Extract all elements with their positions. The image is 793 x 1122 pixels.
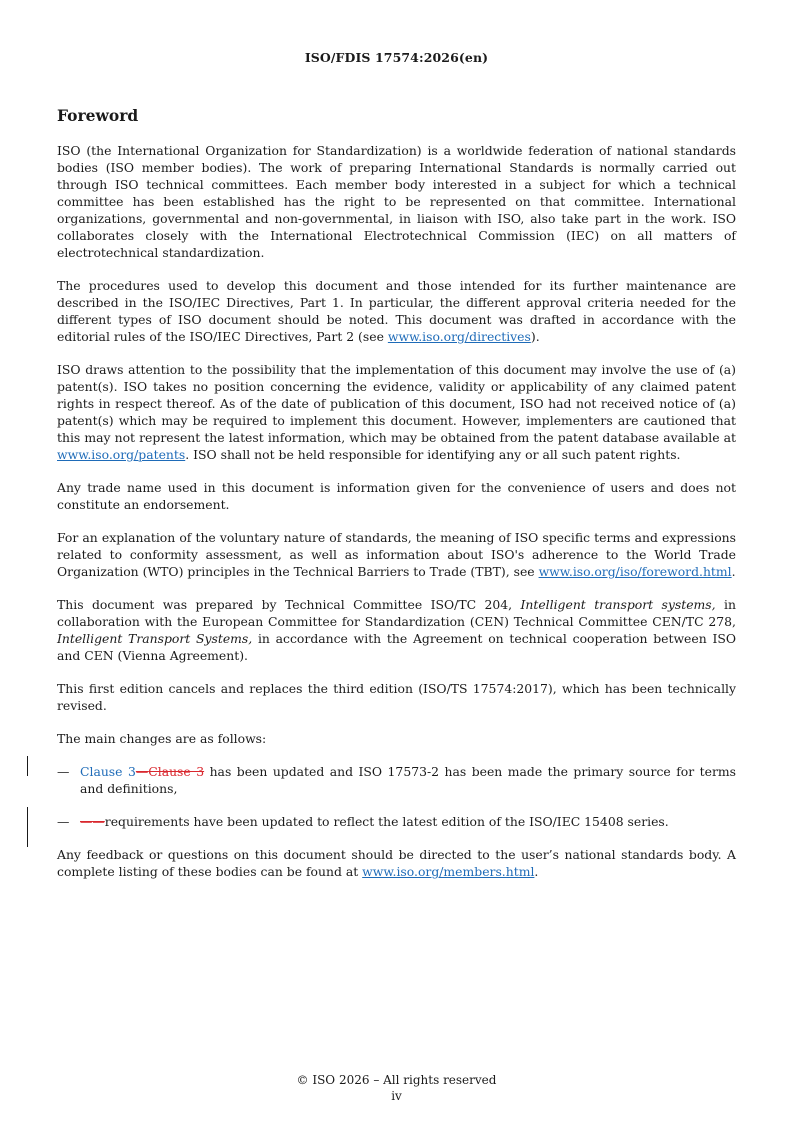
list-dash: — [57,764,70,779]
paragraph-voluntary-nature [57,529,736,580]
page-footer [0,1072,793,1104]
paragraph-text: . ISO shall not be held responsible for identifying any or all such patent rights. [185,447,681,462]
paragraph-text: This document was prepared by Technical Committee ISO/TC 204, [57,597,521,612]
section-title: Foreword [57,106,139,125]
paragraph-text: The procedures used to develop this document and those intended for its further maintenance are described in the ISO/IEC Directives, Part 1. In particular, the different approval criteria needed for the different types of ISO document should be noted. This document was drafted in accordance with the editorial rules of the ISO/IEC Directives, Part 2 (see [57,278,736,344]
paragraph-main-changes: The main changes are as follows: [57,731,267,746]
directives-link[interactable]: www.iso.org/directives [387,329,531,344]
paragraph-committee [57,596,736,664]
paragraph-procedures [57,277,736,345]
page-number: iv [391,1089,402,1103]
paragraph-text: . [534,864,539,879]
paragraph-patents [57,361,736,463]
copyright-notice: © ISO 2026 – All rights reserved [296,1073,497,1087]
change-item-text: requirements have been updated to reflect the latest edition of the ISO/IEC 15408 series. [104,814,669,829]
paragraph-edition: This first edition cancels and replaces the third edition (ISO/TS 17574:2017), which has been technically revised. [57,681,736,713]
change-item-text: has been updated and ISO 17573-2 has been made the primary source for terms and definitions, [80,764,736,796]
foreword-link[interactable]: www.iso.org/iso/foreword.html [538,564,732,579]
paragraph-text: ISO draws attention to the possibility that the implementation of this document may involve the use of (a) patent(s). ISO takes no position concerning the evidence, validity or applicability of any claimed patent rights in respect thereof. As of the date of publication of this document, ISO had not received notice of (a) patent(s) which may be required to implement this document. However, implementers are cautioned that this may not represent the latest information, which may be obtained from the patent database available at [57,362,736,445]
members-link[interactable]: www.iso.org/members.html [362,864,535,879]
document-id: ISO/FDIS 17574:2026(en) [304,50,489,65]
paragraph-text: ). [530,329,540,344]
change-item-1 [57,763,736,797]
change-item-2 [57,813,736,830]
paragraph-trade-name: Any trade name used in this document is information given for the convenience of users and does not constitute an endorsement. [57,480,736,512]
paragraph-text: in collaboration with the European Committee for Standardization (CEN) Technical Committee CEN/TC 278, [57,597,736,629]
paragraph-feedback [57,846,736,880]
committee-title-iso: Intelligent transport systems, [520,597,716,612]
paragraph-text: . [731,564,736,579]
paragraph-text: Any feedback or questions on this document should be directed to the user’s national standards body. A complete listing of these bodies can be found at [57,847,736,879]
paragraph-text: For an explanation of the voluntary nature of standards, the meaning of ISO specific terms and expressions related to conformity assessment, as well as information about ISO's adherence to the World Trade Organization (WTO) principles in the Technical Barriers to Trade (TBT), see [57,530,736,579]
deleted-dash: —— [80,814,105,829]
change-bar [27,756,28,776]
committee-title-cen: Intelligent Transport Systems, [57,631,253,646]
patents-link[interactable]: www.iso.org/patents [57,447,186,462]
deleted-clause-reference: Clause 3 [148,764,205,779]
paragraph-text: in accordance with the Agreement on technical cooperation between ISO and CEN (Vienna Agreement). [57,631,736,663]
deleted-dash: — [135,764,149,779]
inserted-clause-reference[interactable]: Clause 3 [80,764,136,779]
page-content [57,106,736,896]
document-header [0,50,793,65]
list-dash: — [57,814,70,829]
paragraph-iso-intro: ISO (the International Organization for Standardization) is a worldwide federation of national standards bodies (ISO member bodies). The work of preparing International Standards is normally carried out through ISO technical committees. Each member body interested in a subject for which a technical committee has been established has the right to be represented on that committee. International organizations, governmental and non-governmental, in liaison with ISO, also take part in the work. ISO collaborates closely with the International Electrotechnical Commission (IEC) on all matters of electrotechnical standardization. [57,143,736,260]
change-bar [27,807,28,847]
